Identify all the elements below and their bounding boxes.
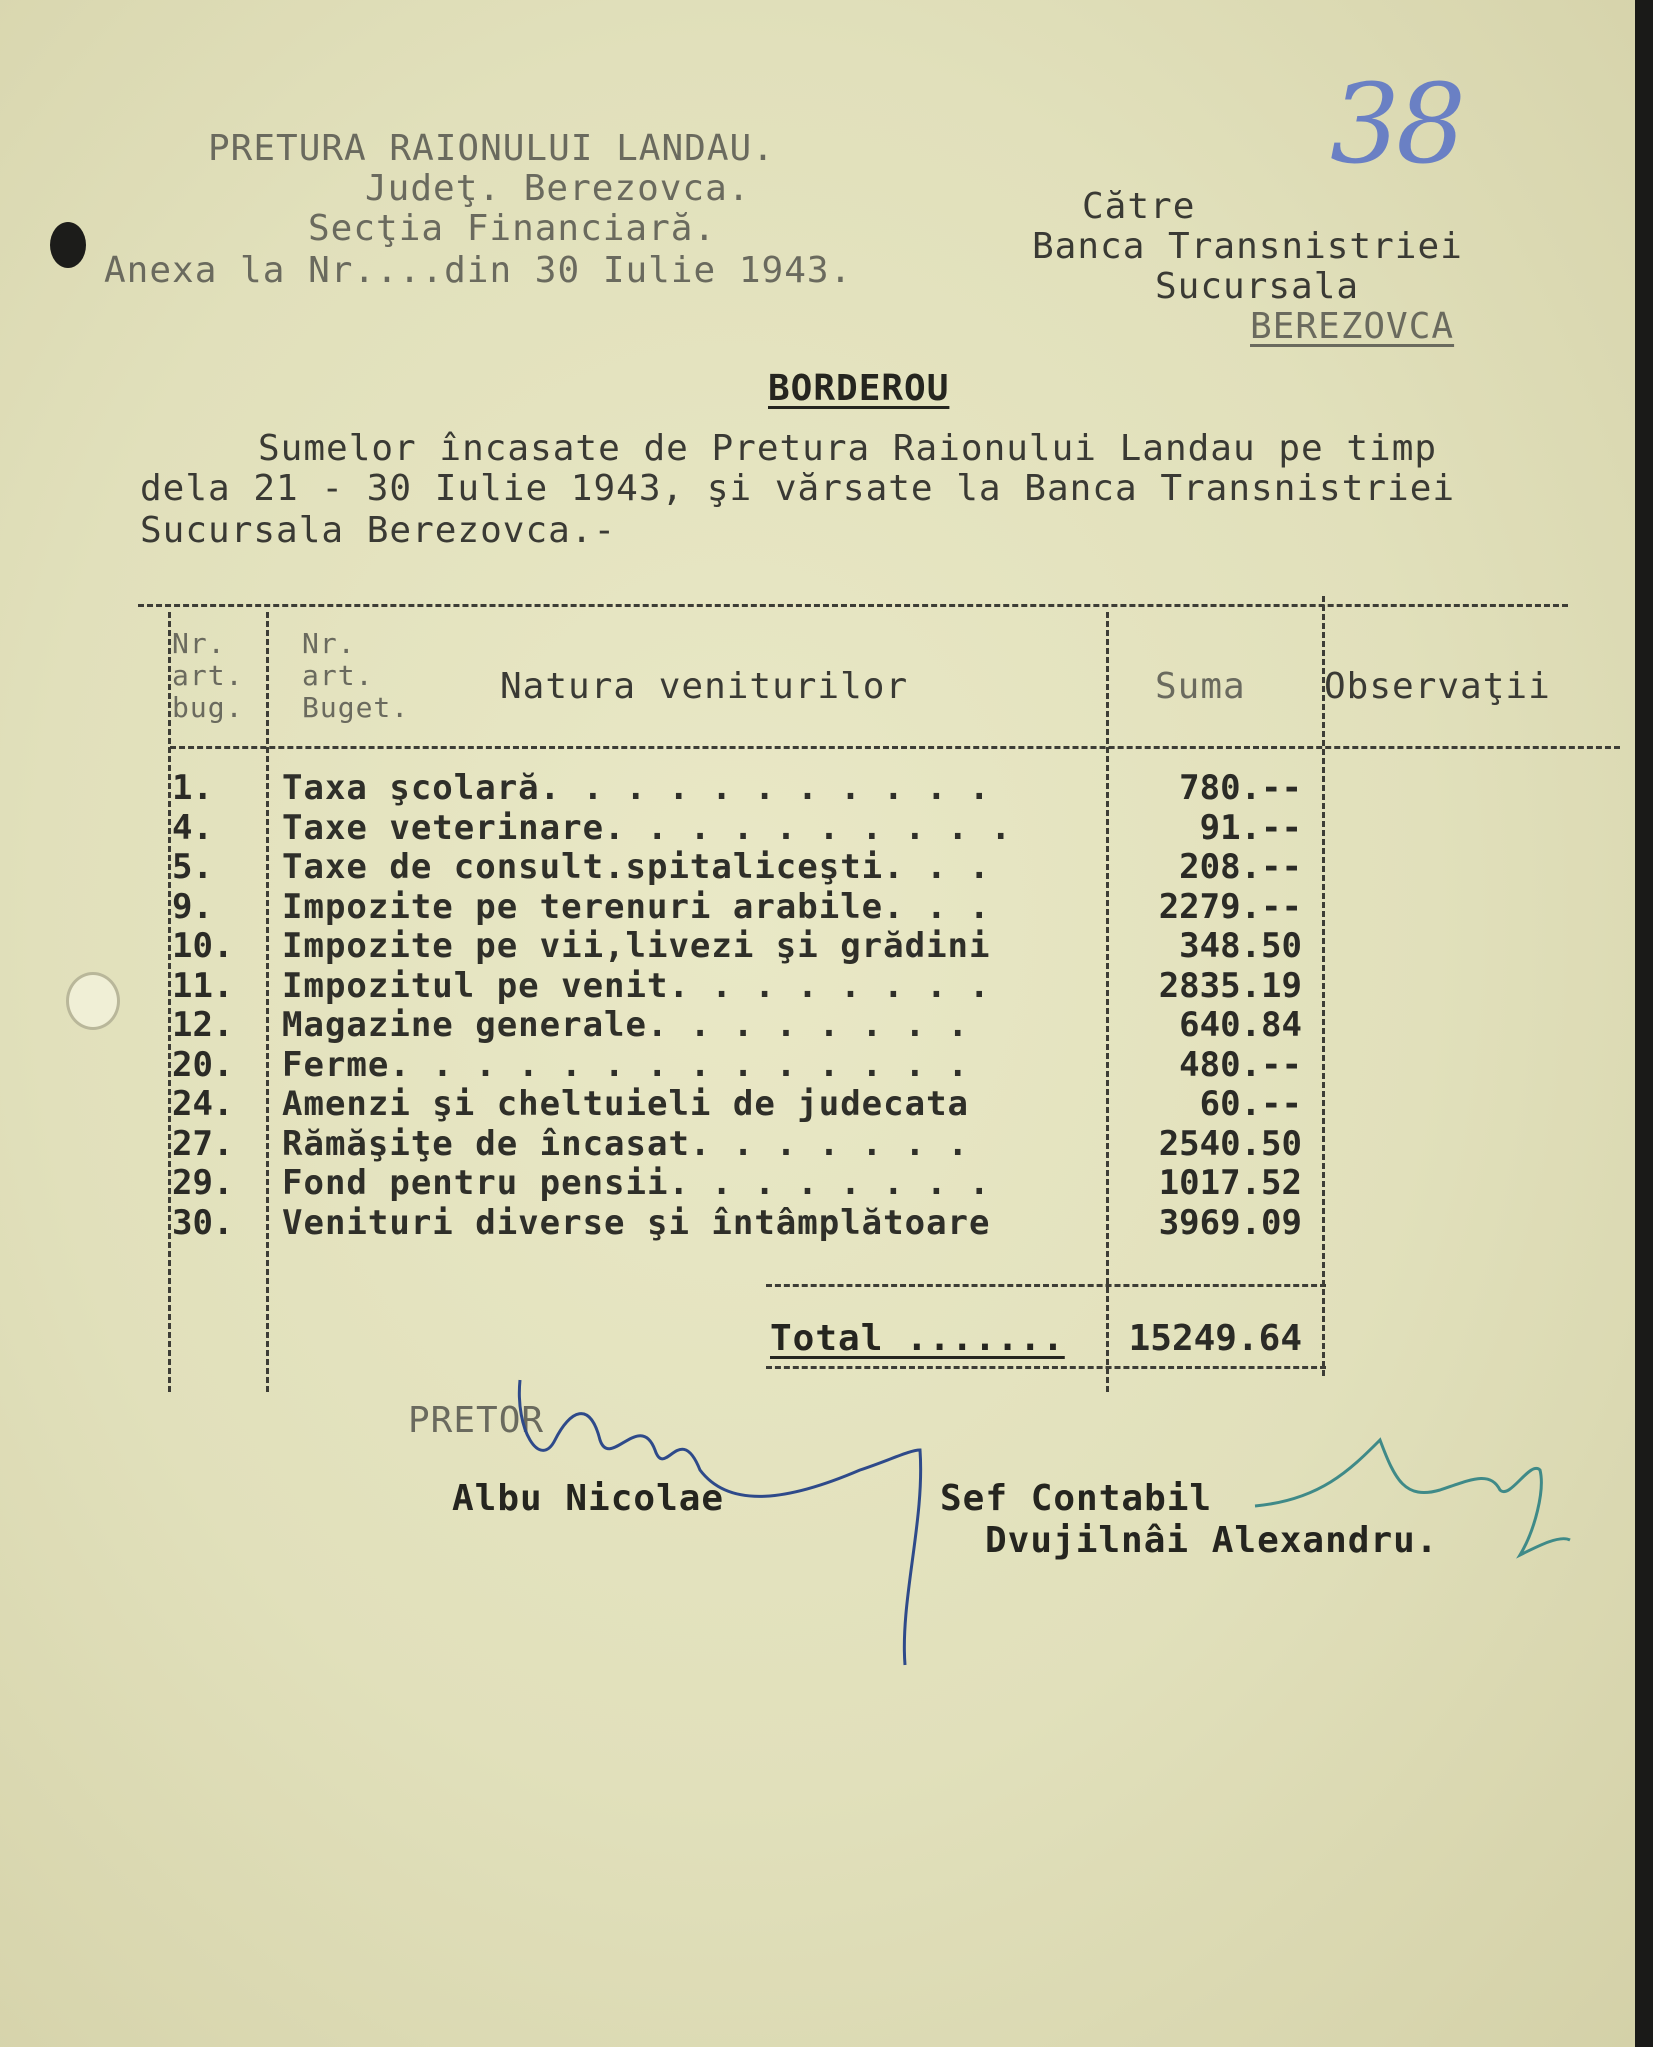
office-name: PRETURA RAIONULUI LANDAU. <box>208 128 775 169</box>
header-observations: Observaţii <box>1324 666 1551 707</box>
row-article-number: 5. <box>172 847 213 887</box>
row-article-number: 30. <box>172 1202 234 1243</box>
row-revenue-name: Rămăşiţe de încasat. . . . . . . <box>282 1123 970 1164</box>
row-sum: 60.-- <box>1199 1084 1302 1124</box>
row-sum: 3969.09 <box>1158 1202 1302 1243</box>
row-revenue-name: Taxe veterinare. . . . . . . . . . <box>282 807 1012 848</box>
county-line: Judeţ. Berezovca. <box>365 168 751 209</box>
row-sum: 780.-- <box>1179 768 1302 808</box>
signatory-right-title: Sef Contabil <box>940 1478 1213 1519</box>
row-article-number: 10. <box>172 926 234 966</box>
document-title: BORDEROU <box>768 368 950 409</box>
row-article-number: 9. <box>172 886 213 927</box>
row-revenue-name: Ferme. . . . . . . . . . . . . . <box>282 1044 970 1085</box>
signature-contabil <box>1255 1440 1570 1555</box>
intro-line-2: dela 21 - 30 Iulie 1943, şi vărsate la Banca Transnistriei <box>140 468 1456 509</box>
row-sum: 348.50 <box>1179 926 1302 966</box>
row-revenue-name: Taxe de consult.spitaliceşti. . . <box>282 847 991 887</box>
recipient-bank: Banca Transnistriei <box>1032 226 1463 267</box>
row-article-number: 12. <box>172 1005 234 1045</box>
signatory-left-name: Albu Nicolae <box>452 1478 725 1519</box>
row-article-number: 11. <box>172 965 234 1006</box>
row-sum: 2540.50 <box>1158 1123 1302 1164</box>
header-nr-art-buget: Nr. art. Buget. <box>302 627 410 724</box>
row-sum: 208.-- <box>1179 847 1302 887</box>
recipient-branch: Sucursala <box>1155 266 1360 307</box>
row-sum: 2279.-- <box>1158 886 1302 927</box>
row-revenue-name: Taxa şcolară. . . . . . . . . . . <box>282 768 991 808</box>
row-revenue-name: Magazine generale. . . . . . . . <box>282 1005 970 1045</box>
annex-line: Anexa la Nr....din 30 Iulie 1943. <box>104 250 853 291</box>
header-nr-art-bug: Nr. art. bug. <box>172 627 244 724</box>
row-article-number: 29. <box>172 1163 234 1203</box>
header-sum: Suma <box>1155 666 1246 707</box>
row-article-number: 1. <box>172 768 213 808</box>
row-article-number: 27. <box>172 1123 234 1164</box>
signature-pretor <box>519 1380 920 1665</box>
total-label: Total ....... <box>770 1318 1065 1359</box>
row-sum: 640.84 <box>1179 1005 1302 1045</box>
total-value: 15249.64 <box>1128 1318 1302 1359</box>
row-article-number: 24. <box>172 1084 234 1124</box>
intro-line-3: Sucursala Berezovca.- <box>140 510 617 551</box>
row-sum: 1017.52 <box>1158 1163 1302 1203</box>
row-revenue-name: Impozite pe terenuri arabile. . . <box>282 886 991 927</box>
recipient-city: BEREZOVCA <box>1250 306 1455 347</box>
row-revenue-name: Impozitul pe venit. . . . . . . . <box>282 965 991 1006</box>
row-article-number: 20. <box>172 1044 234 1085</box>
row-revenue-name: Fond pentru pensii. . . . . . . . <box>282 1163 991 1203</box>
recipient-to: Către <box>1082 186 1196 227</box>
section-line: Secţia Financiară. <box>308 208 717 249</box>
folio-number: 38 <box>1330 60 1462 188</box>
signatory-right-name: Dvujilnâi Alexandru. <box>985 1520 1439 1561</box>
row-article-number: 4. <box>172 807 213 848</box>
row-sum: 2835.19 <box>1158 965 1302 1006</box>
header-nature: Natura veniturilor <box>500 666 909 707</box>
row-sum: 480.-- <box>1179 1044 1302 1085</box>
row-sum: 91.-- <box>1199 807 1302 848</box>
row-revenue-name: Amenzi şi cheltuieli de judecata <box>282 1084 970 1124</box>
intro-line-1: Sumelor încasate de Pretura Raionului Landau pe timp <box>258 428 1438 469</box>
signatory-left-title: PRETOR <box>408 1400 545 1441</box>
row-revenue-name: Venituri diverse şi întâmplătoare <box>282 1202 991 1243</box>
row-revenue-name: Impozite pe vii,livezi şi grădini <box>282 926 991 966</box>
